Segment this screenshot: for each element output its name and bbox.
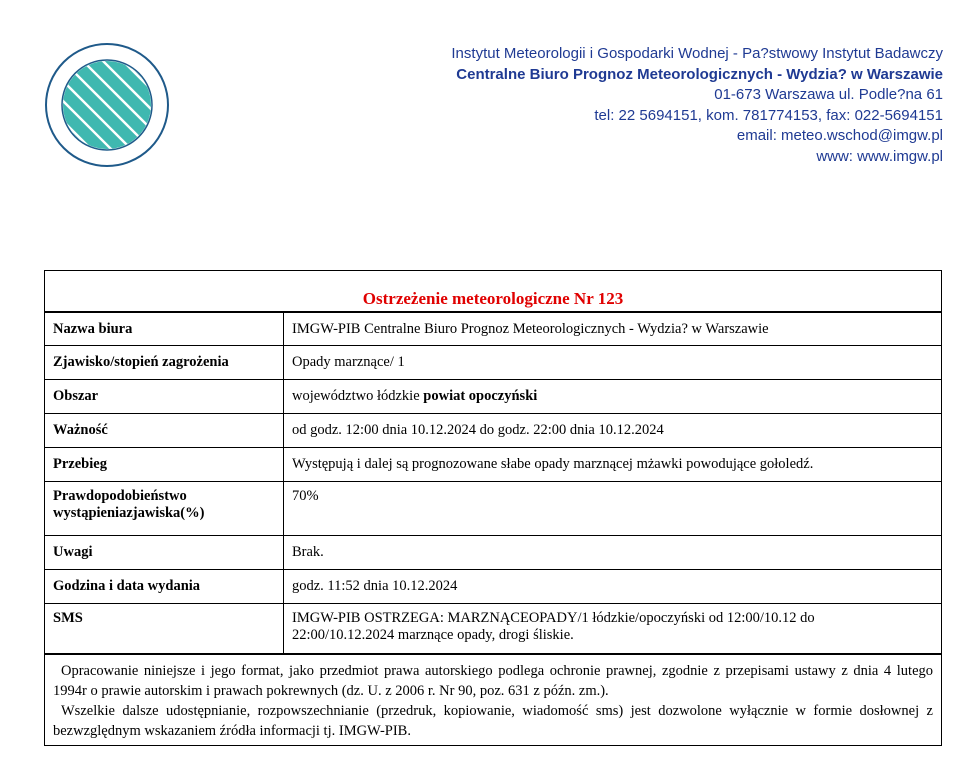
sms-line: IMGW-PIB OSTRZEGA: MARZNĄCEOPADY/1 łódzkie/opoczyński od 12:00/10.12 do (292, 610, 815, 626)
row-label: Przebieg (45, 448, 284, 482)
website-info: www: www.imgw.pl (816, 147, 943, 165)
institute-header (451, 44, 943, 167)
label-line: Prawdopodobieństwo (53, 488, 187, 504)
row-value (284, 380, 942, 414)
email-info: email: meteo.wschod@imgw.pl (736, 127, 943, 144)
copyright-notice (45, 654, 941, 745)
copyright-paragraph: Opracowanie niniejsze i jego format, jako przedmiot prawa autorskiego podlega ochronie prawnej, zgodnie z przepisami ustawy z dnia 4 lutego 1994r o prawie autorskim i prawach pokrewnych (dz. U. z 2006 r. Nr 90, poz. 631 z późn. zm.). (53, 663, 933, 699)
row-value: Występują i dalej są prognozowane słabe opady marznącej mżawki powodujące gołoledź. (284, 448, 942, 482)
row-label: Ważność (45, 414, 284, 448)
imgw-logo-graphic (44, 42, 170, 168)
row-label (45, 482, 284, 536)
area-county: powiat opoczyński (423, 388, 538, 404)
row-label: Godzina i data wydania (45, 570, 284, 604)
address: 01-673 Warszawa ul. Podle?na 61 (714, 86, 943, 103)
warning-title: Ostrzeżenie meteorologiczne Nr 123 (45, 271, 941, 312)
row-label: Nazwa biura (45, 313, 284, 346)
table-row (45, 313, 941, 346)
row-value: Opady marznące/ 1 (284, 346, 942, 380)
sms-line: 22:00/10.12.2024 marznące opady, drogi śliskie. (292, 627, 574, 643)
warning-document (44, 270, 942, 746)
table-row (45, 570, 941, 604)
table-row (45, 482, 941, 536)
phone-info: tel: 22 5694151, kom. 781774153, fax: 022-5694151 (594, 106, 943, 124)
distribution-paragraph: Wszelkie dalsze udostępnianie, rozpowszechnianie (przedruk, kopiowanie, wiadomość sms) jest dozwolone wyłącznie w formie dosłownej z bezwzględnym wskazaniem źródła informacji tj. IMGW-PIB. (53, 703, 933, 739)
row-label: Obszar (45, 380, 284, 414)
row-label: Uwagi (45, 536, 284, 570)
row-value: 70% (284, 482, 942, 536)
table-row (45, 414, 941, 448)
office-name: Centralne Biuro Prognoz Meteorologicznych - Wydzia? w Warszawie (456, 65, 943, 83)
row-label: SMS (45, 604, 284, 654)
table-row (45, 380, 941, 414)
row-value: Brak. (284, 536, 942, 570)
table-row (45, 604, 941, 654)
institute-name: Instytut Meteorologii i Gospodarki Wodnej - Pa?stwowy Instytut Badawczy (451, 45, 943, 62)
row-value: IMGW-PIB Centralne Biuro Prognoz Meteorologicznych - Wydzia? w Warszawie (284, 313, 942, 346)
area-voivodeship: województwo łódzkie (292, 388, 424, 404)
table-row (45, 536, 941, 570)
row-value: od godz. 12:00 dnia 10.12.2024 do godz. 22:00 dnia 10.12.2024 (284, 414, 942, 448)
row-value (284, 604, 942, 654)
table-row (45, 346, 941, 380)
table-row (45, 448, 941, 482)
imgw-logo (44, 42, 170, 168)
row-label: Zjawisko/stopień zagrożenia (45, 346, 284, 380)
row-value: godz. 11:52 dnia 10.12.2024 (284, 570, 942, 604)
warning-table (45, 312, 941, 654)
label-line: wystąpieniazjawiska(%) (53, 505, 205, 521)
